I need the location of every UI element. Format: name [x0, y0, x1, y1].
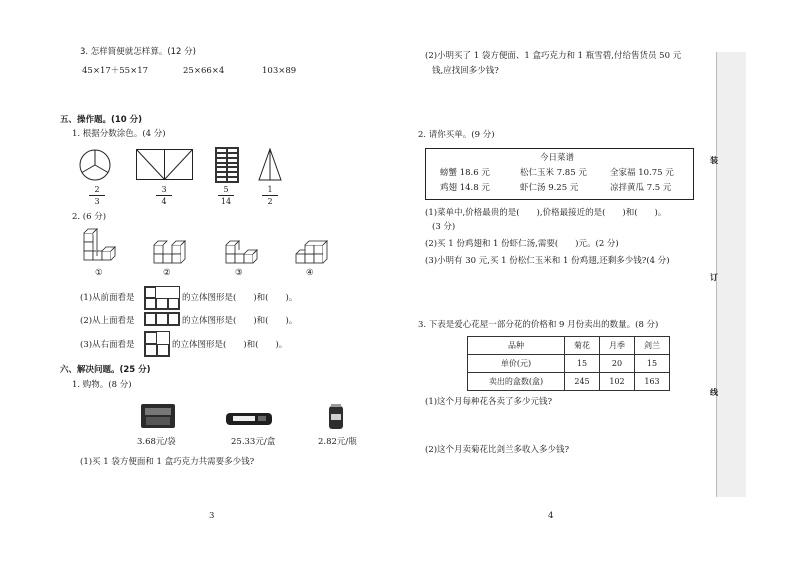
- view-line-3-post[interactable]: 的立体图形是( )和( )。: [172, 340, 288, 350]
- expr-3: 103×89: [262, 66, 297, 76]
- section5-title: 五、操作题。(10 分): [60, 115, 143, 125]
- front-view-grid: [144, 286, 180, 310]
- table-row: [468, 355, 670, 373]
- menu-chicken-wings: 鸡翅 14.8 元: [440, 183, 490, 193]
- q1-sub2-line2: 钱,应找回多少钱?: [432, 66, 499, 76]
- chocolate-box-icon: [225, 410, 273, 428]
- table-cell: 15: [565, 355, 600, 373]
- table-row: [468, 337, 670, 355]
- cube-figure-1: [82, 228, 122, 268]
- r-q2-line3: (3)小明有 30 元,买 1 份松仁玉米和 1 份鸡翅,还剩多少钱?(4 分): [425, 256, 670, 266]
- rectangle-shape[interactable]: [136, 149, 194, 181]
- menu-cucumber: 凉拌黄瓜 7.5 元: [610, 183, 672, 193]
- fraction-3-4: 3 4: [154, 185, 174, 206]
- table-cell: 剑兰: [635, 337, 670, 355]
- r-q3-sub2: (2)这个月卖菊花比剑兰多收入多少钱?: [425, 445, 570, 455]
- binding-char-ding: 订: [710, 273, 718, 282]
- view-line-2-post[interactable]: 的立体图形是( )和( )。: [182, 316, 298, 326]
- s5q1-title: 1. 根据分数涂色。(4 分): [72, 129, 166, 139]
- binding-char-zhuang: 装: [710, 156, 718, 165]
- binding-strip: [716, 52, 746, 497]
- figure-label-3: ③: [235, 268, 243, 278]
- table-cell: 15: [635, 355, 670, 373]
- section6-title: 六、解决问题。(25 分): [60, 365, 151, 375]
- table-cell: 163: [635, 373, 670, 391]
- top-view-grid: [144, 312, 180, 326]
- soda-can-icon: [327, 403, 345, 431]
- figure-label-1: ①: [95, 268, 103, 278]
- s6q1-title: 1. 购物。(8 分): [72, 380, 132, 390]
- triangle-shape[interactable]: [258, 148, 282, 182]
- soda-price: 2.82元/瓶: [318, 437, 357, 447]
- menu-shrimp-soup: 虾仁汤 9.25 元: [520, 183, 579, 193]
- table-cell: 月季: [600, 337, 635, 355]
- fraction-2-3: 2 3: [87, 185, 107, 206]
- table-row: [468, 373, 670, 391]
- flower-table: [467, 336, 670, 391]
- cube-figure-3: [224, 240, 264, 268]
- table-cell: 102: [600, 373, 635, 391]
- grid-14-shape[interactable]: [215, 147, 239, 183]
- r-q2-title: 2. 请你买单。(9 分): [418, 130, 495, 140]
- r-q3-title: 3. 下表是爱心花屋一部分花的价格和 9 月份卖出的数量。(8 分): [418, 320, 659, 330]
- menu-crab: 螃蟹 18.6 元: [440, 168, 490, 178]
- cube-figure-2: [152, 240, 192, 268]
- cube-figure-4: [294, 240, 334, 268]
- r-q2-line1[interactable]: (1)菜单中,价格最贵的是( ),价格最接近的是( )和( )。: [425, 208, 667, 218]
- r-q2-line2[interactable]: (2)买 1 份鸡翅和 1 份虾仁汤,需要( )元。(2 分): [425, 239, 619, 249]
- menu-title: 今日菜谱: [540, 153, 575, 163]
- s5q2-title: 2. (6 分): [72, 212, 107, 222]
- binding-char-xian: 线: [710, 388, 718, 397]
- table-cell: 品种: [468, 337, 565, 355]
- r-q2-line1b: (3 分): [432, 222, 456, 232]
- chocolate-price: 25.33元/盒: [231, 437, 276, 447]
- page-number-4: 4: [548, 511, 554, 521]
- q3-title: 3. 怎样简便就怎样算。(12 分): [80, 47, 196, 57]
- s6q1-sub1: (1)买 1 袋方便面和 1 盒巧克力共需要多少钱?: [80, 457, 255, 467]
- table-cell: 菊花: [565, 337, 600, 355]
- figure-label-2: ②: [163, 268, 171, 278]
- view-line-1-post[interactable]: 的立体图形是( )和( )。: [182, 293, 298, 303]
- view-line-2-pre: (2)从上面看是: [80, 316, 135, 326]
- table-cell: 20: [600, 355, 635, 373]
- page-number-3: 3: [209, 511, 215, 521]
- noodles-price: 3.68元/袋: [137, 437, 176, 447]
- expr-2: 25×66×4: [183, 66, 225, 76]
- r-q3-sub1: (1)这个月每种花各卖了多少元钱?: [425, 397, 553, 407]
- menu-pine-corn: 松仁玉米 7.85 元: [520, 168, 587, 178]
- q1-sub2-line1: (2)小明买了 1 袋方便面、1 盒巧克力和 1 瓶雪碧,付给售货员 50 元: [425, 51, 682, 61]
- view-line-1-pre: (1)从前面看是: [80, 293, 135, 303]
- figure-label-4: ④: [306, 268, 314, 278]
- fraction-1-2: 1 2: [260, 185, 280, 206]
- table-cell: 245: [565, 373, 600, 391]
- expr-1: 45×17＋55×17: [82, 66, 149, 76]
- menu-quanjiafu: 全家福 10.75 元: [610, 168, 674, 178]
- circle-shape[interactable]: [78, 148, 112, 182]
- table-cell: 卖出的盒数(盒): [468, 373, 565, 391]
- table-cell: 单价(元): [468, 355, 565, 373]
- instant-noodles-icon: [140, 402, 176, 430]
- right-view-grid: [144, 331, 170, 357]
- view-line-3-pre: (3)从右面看是: [80, 340, 135, 350]
- fraction-5-14: 5 14: [216, 185, 236, 206]
